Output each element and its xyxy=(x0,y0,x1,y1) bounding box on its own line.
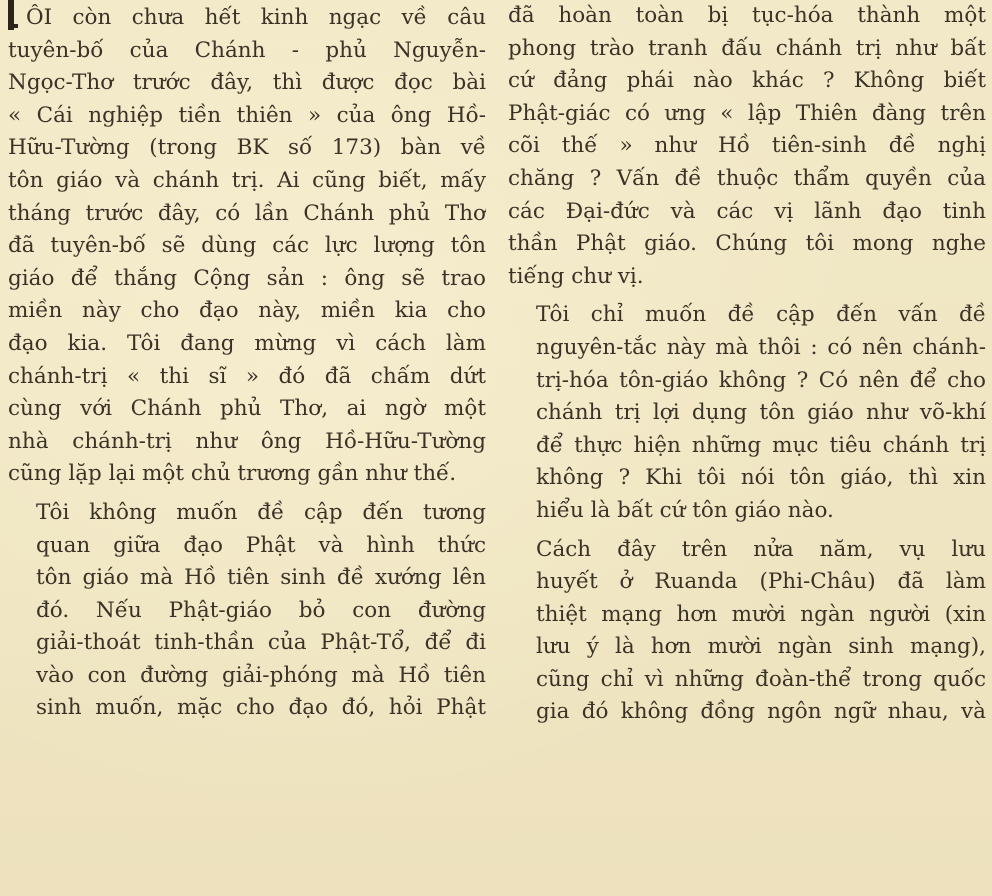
text-line: Tôi chỉ muốn đề cập đến vấn đề xyxy=(536,302,986,328)
text-line: đạo kia. Tôi đang mừng vì cách làm xyxy=(8,330,486,356)
text-line: đó. Nếu Phật-giáo bỏ con đường xyxy=(36,597,486,623)
text-line: giải-thoát tinh-thần của Phật-Tổ, để đi xyxy=(36,630,486,656)
text-line: tháng trước đây, có lần Chánh phủ Thơ xyxy=(8,200,486,226)
paragraph xyxy=(8,0,486,491)
text-line: đã tuyên-bố sẽ dùng các lực lượng tôn xyxy=(8,233,486,259)
text-line: sinh muốn, mặc cho đạo đó, hỏi Phật xyxy=(36,695,486,721)
text-line: đã hoàn toàn bị tục-hóa thành một xyxy=(508,3,986,28)
text-line: vào con đường giải-phóng mà Hồ tiên xyxy=(36,662,486,688)
text-line: chánh-trị « thi sĩ » đó đã chấm dứt xyxy=(8,363,486,389)
text-line: phong trào tranh đấu chánh trị như bất xyxy=(508,35,986,61)
paragraph xyxy=(508,0,986,293)
text-line: Ngọc-Thơ trước đây, thì được đọc bài xyxy=(8,70,486,96)
paragraph xyxy=(508,299,986,527)
text-line: tôn giáo và chánh trị. Ai cũng biết, mấy xyxy=(8,167,486,193)
text-line: nguyên-tắc này mà thôi : có nên chánh- xyxy=(536,334,986,360)
right-column xyxy=(508,0,986,729)
text-line: quan giữa đạo Phật và hình thức xyxy=(36,532,486,558)
text-line: cùng với Chánh phủ Thơ, ai ngờ một xyxy=(8,396,486,422)
text-line: cũng chỉ vì những đoàn-thể trong quốc xyxy=(536,666,986,692)
text-line: nhà chánh-trị như ông Hồ-Hữu-Tường xyxy=(8,428,486,454)
text-line: gia đó không đồng ngôn ngữ nhau, và xyxy=(536,699,986,725)
text-line: thiệt mạng hơn mười ngàn người (xin xyxy=(536,601,986,627)
text-line: huyết ở Ruanda (Phi-Châu) đã làm xyxy=(536,569,986,595)
text-line: Phật-giác có ưng « lập Thiên đàng trên xyxy=(508,100,986,126)
text-line: chăng ? Vấn đề thuộc thẩm quyền của xyxy=(508,165,986,191)
drop-cap-ornament xyxy=(8,0,14,30)
text-line: Tôi không muốn đề cập đến tương xyxy=(36,499,486,525)
text-line: để thực hiện những mục tiêu chánh trị xyxy=(536,432,986,458)
text-line: trị-hóa tôn-giáo không ? Có nên để cho xyxy=(536,367,986,393)
text-line: tiếng chư vị. xyxy=(508,263,644,289)
paragraph xyxy=(8,497,486,725)
paragraph xyxy=(508,534,986,730)
text-line: « Cái nghiệp tiền thiên » của ông Hồ- xyxy=(8,102,486,128)
text-line: giáo để thắng Cộng sản : ông sẽ trao xyxy=(8,265,486,291)
text-line: cũng lặp lại một chủ trương gần như thế. xyxy=(8,461,457,487)
text-line: miền này cho đạo này, miền kia cho xyxy=(8,298,486,324)
left-column xyxy=(8,0,486,725)
text-line: tuyên-bố của Chánh - phủ Nguyễn- xyxy=(8,37,486,63)
text-line: cứ đảng phái nào khác ? Không biết xyxy=(508,68,986,94)
text-line: ÔI còn chưa hết kinh ngạc về câu xyxy=(8,0,486,35)
text-line: thần Phật giáo. Chúng tôi mong nghe xyxy=(508,231,986,257)
text-line: Hữu-Tường (trong BK số 173) bàn về xyxy=(8,135,486,161)
text-line: cõi thế » như Hồ tiên-sinh đề nghị xyxy=(508,133,986,159)
text-line: hiểu là bất cứ tôn giáo nào. xyxy=(536,497,834,523)
text-line: các Đại-đức và các vị lãnh đạo tinh xyxy=(508,198,986,224)
text-line: Cách đây trên nửa năm, vụ lưu xyxy=(536,536,986,562)
text-line: lưu ý là hơn mười ngàn sinh mạng), xyxy=(536,634,986,660)
text-line: tôn giáo mà Hồ tiên sinh đề xướng lên xyxy=(36,565,486,591)
text-line: chánh trị lợi dụng tôn giáo như võ-khí xyxy=(536,400,986,426)
text-line: không ? Khi tôi nói tôn giáo, thì xin xyxy=(536,465,986,491)
